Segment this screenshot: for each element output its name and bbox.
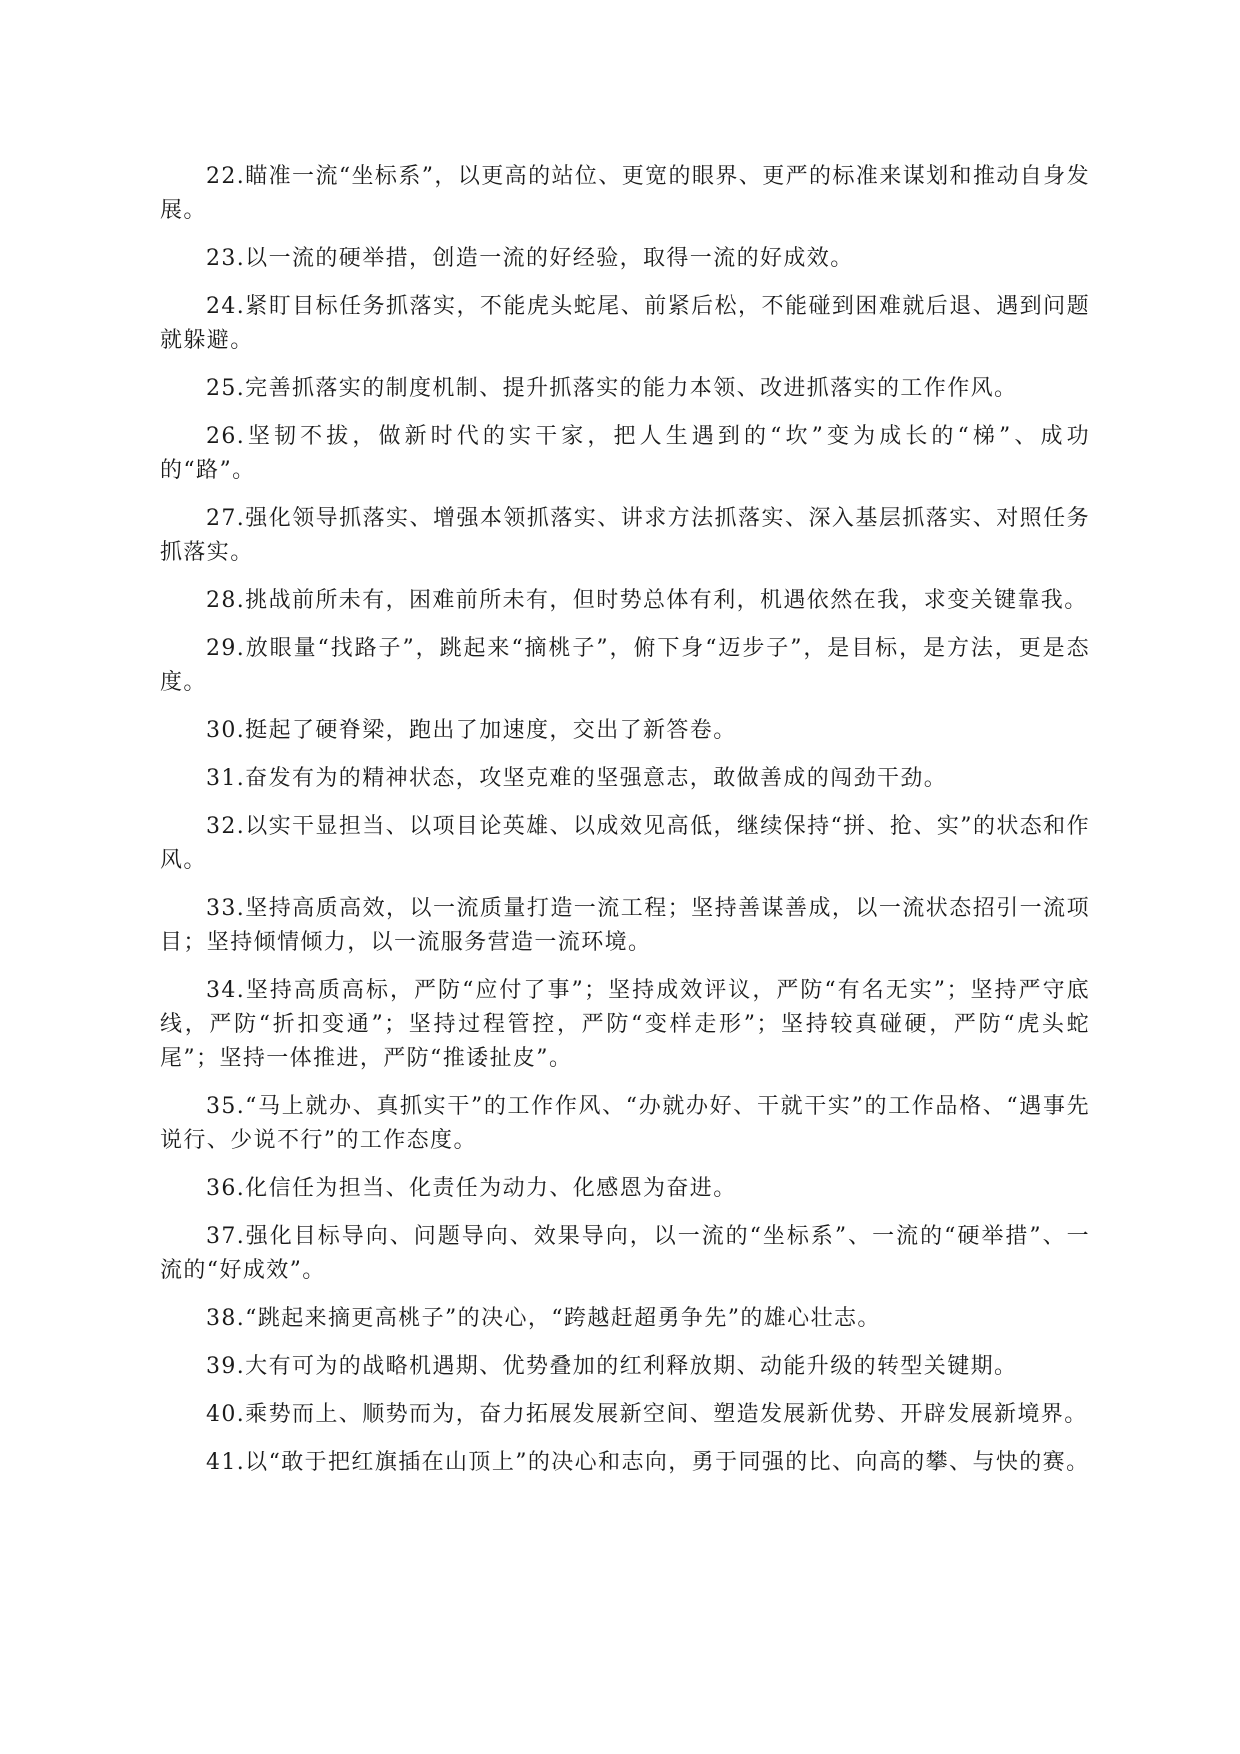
paragraph-39: 39.大有可为的战略机遇期、优势叠加的红利释放期、动能升级的转型关键期。 (206, 1354, 1018, 1379)
paragraph-37: 37.强化目标导向、问题导向、效果导向，以一流的“坐标系”、一流的“硬举措”、一流的“好成效”。 (160, 1224, 1090, 1283)
paragraph-22: 22.瞄准一流“坐标系”，以更高的站位、更宽的眼界、更严的标准来谋划和推动自身发展。 (160, 164, 1090, 223)
paragraph-29: 29.放眼量“找路子”，跳起来“摘桃子”，俯下身“迈步子”，是目标，是方法，更是态度。 (160, 636, 1090, 695)
paragraph-33: 33.坚持高质高效，以一流质量打造一流工程；坚持善谋善成，以一流状态招引一流项目；坚持倾情倾力，以一流服务营造一流环境。 (160, 896, 1090, 955)
paragraph-34: 34.坚持高质高标，严防“应付了事”；坚持成效评议，严防“有名无实”；坚持严守底线，严防“折扣变通”；坚持过程管控，严防“变样走形”；坚持较真碰硬，严防“虎头蛇尾”；坚持一体推进，严防“推诿扯皮”。 (160, 978, 1090, 1071)
paragraph-24: 24.紧盯目标任务抓落实，不能虎头蛇尾、前紧后松，不能碰到困难就后退、遇到问题就躲避。 (160, 294, 1090, 353)
paragraph-23: 23.以一流的硬举措，创造一流的好经验，取得一流的好成效。 (206, 246, 854, 271)
paragraph-30: 30.挺起了硬脊梁，跑出了加速度，交出了新答卷。 (206, 718, 737, 743)
paragraph-27: 27.强化领导抓落实、增强本领抓落实、讲求方法抓落实、深入基层抓落实、对照任务抓落实。 (160, 506, 1090, 565)
paragraph-26: 26.坚韧不拔，做新时代的实干家，把人生遇到的“坎”变为成长的“梯”、成功的“路”。 (160, 424, 1090, 483)
paragraph-41: 41.以“敢于把红旗插在山顶上”的决心和志向，勇于同强的比、向高的攀、与快的赛。 (206, 1450, 1090, 1475)
paragraph-38: 38.“跳起来摘更高桃子”的决心，“跨越赶超勇争先”的雄心壮志。 (206, 1306, 881, 1331)
paragraph-28: 28.挑战前所未有，困难前所未有，但时势总体有利，机遇依然在我，求变关键靠我。 (206, 588, 1088, 613)
document-body (160, 160, 1090, 1494)
paragraph-36: 36.化信任为担当、化责任为动力、化感恩为奋进。 (206, 1176, 737, 1201)
paragraph-25: 25.完善抓落实的制度机制、提升抓落实的能力本领、改进抓落实的工作作风。 (206, 376, 1018, 401)
paragraph-32: 32.以实干显担当、以项目论英雄、以成效见高低，继续保持“拼、抢、实”的状态和作风。 (160, 814, 1090, 873)
paragraph-35: 35.“马上就办、真抓实干”的工作作风、“办就办好、干就干实”的工作品格、“遇事先说行、少说不行”的工作态度。 (160, 1094, 1090, 1153)
paragraph-31: 31.奋发有为的精神状态，攻坚克难的坚强意志，敢做善成的闯劲干劲。 (206, 766, 948, 791)
paragraph-40: 40.乘势而上、顺势而为，奋力拓展发展新空间、塑造发展新优势、开辟发展新境界。 (206, 1402, 1088, 1427)
